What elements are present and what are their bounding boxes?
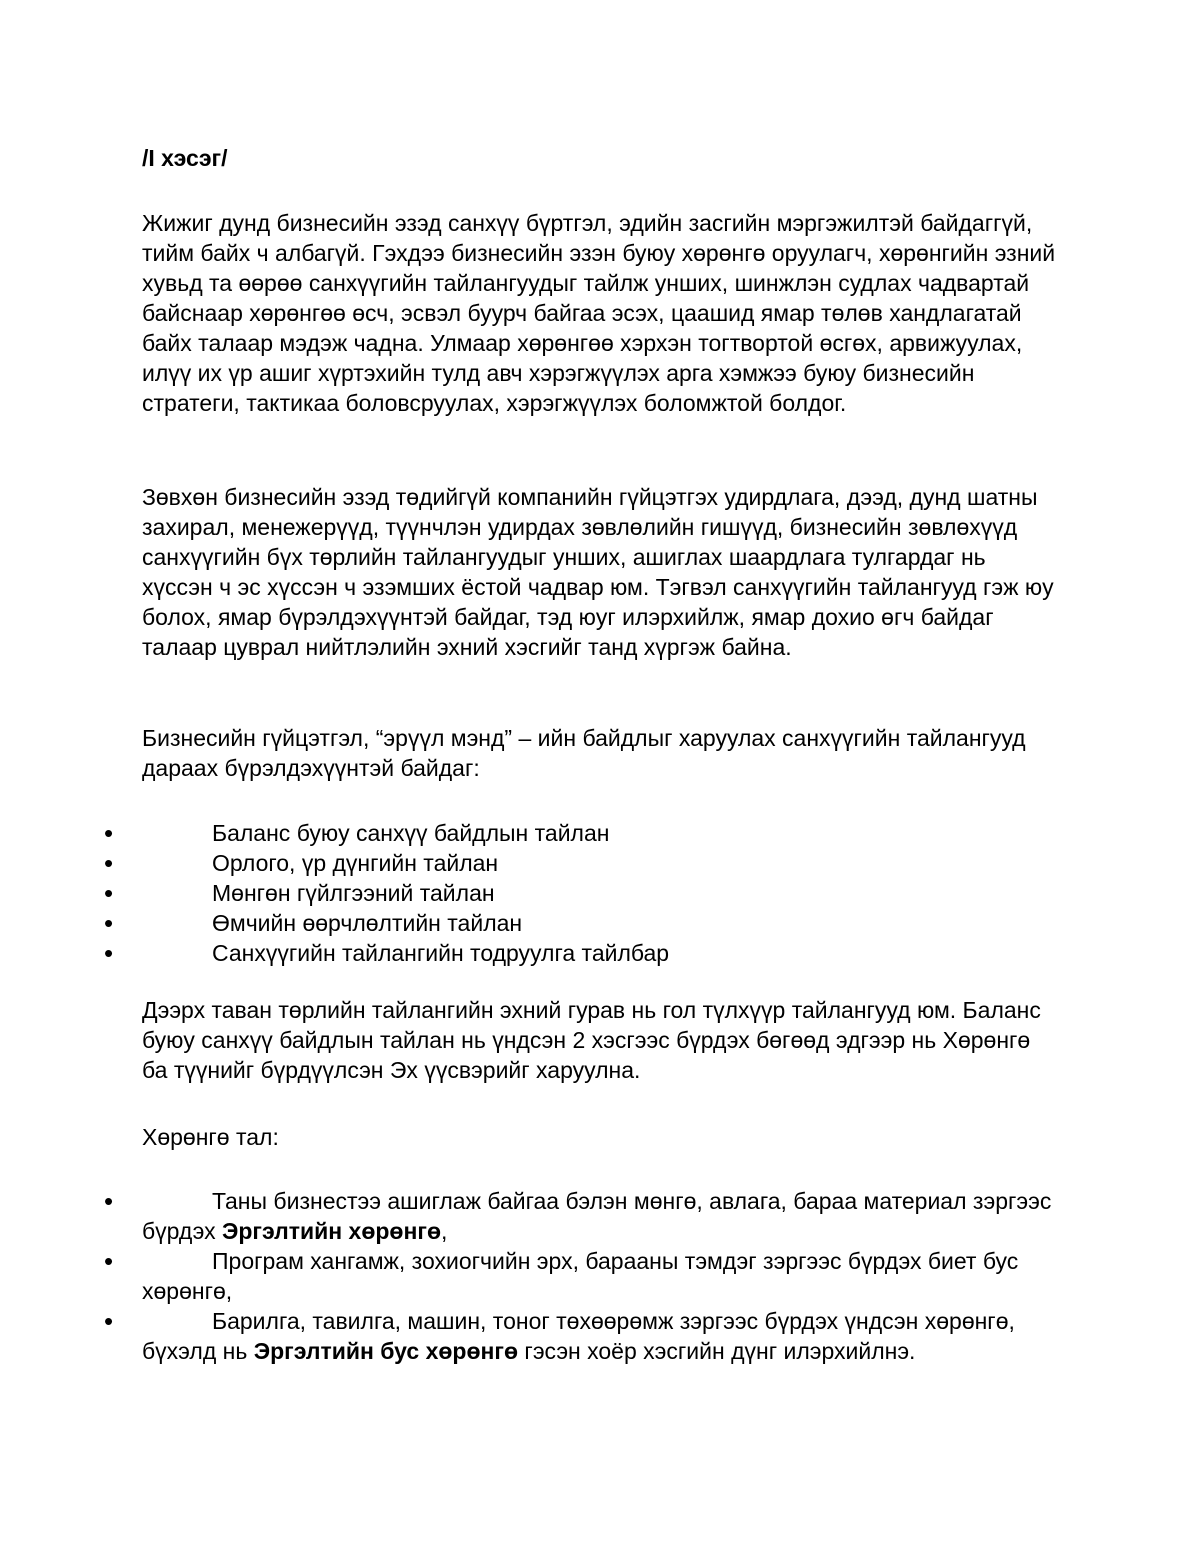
bullet-icon: • <box>104 878 114 908</box>
assets-list <box>0 1186 1100 1366</box>
bullet-icon: • <box>104 938 114 968</box>
reports-list <box>0 818 1100 968</box>
bullet-icon: • <box>104 1306 114 1336</box>
paragraph-assets-label: Хөрөнгө тал: <box>142 1124 279 1150</box>
paragraph-audience: Зөвхөн бизнесийн эзэд төдийгүй компанийн гүйцэтгэх удирдлага, дээд, дунд шатны захирал, менежерүүд, түүнчлэн удирдах зөвлөлийн гишүүд, бизнесийн зөвлөхүүд санхүүгийн бүх төрлийн тайлангуудыг унших, ашиглах шаардлага тулгардаг нь хүссэн ч эс хүссэн ч эзэмших ёстой чадвар юм. Тэгвэл санхүүгийн тайлангууд гэж юу болох, ямар бүрэлдэхүүнтэй байдаг, тэд юуг илэрхийлж, ямар дохио өгч байдаг талаар цуврал нийтлэлийн эхний хэсгийг танд хүргэж байна. <box>142 484 1054 660</box>
list-item <box>0 878 1100 908</box>
bullet-icon: • <box>104 818 114 848</box>
list-item <box>0 938 1100 968</box>
list-item-text: Баланс буюу санхүү байдлын тайлан <box>212 820 610 846</box>
list-item-text: Мөнгөн гүйлгээний тайлан <box>212 880 495 906</box>
list-item <box>0 908 1100 938</box>
list-item-text: Санхүүгийн тайлангийн тодруулга тайлбар <box>212 940 670 966</box>
list-item <box>0 1246 1062 1306</box>
list-item <box>0 848 1100 878</box>
list-item-text-after: , <box>441 1218 448 1244</box>
list-item-bold-term: Эргэлтийн бус хөрөнгө <box>253 1338 519 1364</box>
bullet-icon: • <box>104 908 114 938</box>
bullet-icon: • <box>104 1186 114 1216</box>
list-item <box>0 818 1100 848</box>
list-item-text: Өмчийн өөрчлөлтийн тайлан <box>212 910 523 936</box>
list-item-text: Таны бизнестээ ашиглаж байгаа бэлэн мөнгө, авлага, бараа материал зэргээс бүрдэх <box>142 1188 1052 1244</box>
paragraph-key-reports: Дээрх таван төрлийн тайлангийн эхний гурав нь гол түлхүүр тайлангууд юм. Баланс буюу санхүү байдлын тайлан нь үндсэн 2 хэсгээс бүрдэх бөгөөд эдгээр нь Хөрөнгө ба түүнийг бүрдүүлсэн Эх үүсвэрийг харуулна. <box>142 997 1041 1083</box>
section-heading: /I хэсэг/ <box>142 145 228 171</box>
bullet-icon: • <box>104 1246 114 1276</box>
list-item-text-after: гэсэн хоёр хэсгийн дүнг илэрхийлнэ. <box>518 1338 916 1364</box>
list-item-text: Програм хангамж, зохиогчийн эрх, барааны тэмдэг зэргээс бүрдэх биет бус хөрөнгө, <box>142 1248 1019 1304</box>
paragraph-intro: Жижиг дунд бизнесийн эзэд санхүү бүртгэл, эдийн засгийн мэргэжилтэй байдаггүй, тийм байх ч албагүй. Гэхдээ бизнесийн эзэн буюу хөрөнгө оруулагч, хөрөнгийн эзний хувьд та өөрөө санхүүгийн тайлангуудыг тайлж унших, шинжлэн судлах чадвартай байснаар хөрөнгөө өсч, эсвэл буурч байгаа эсэх, цаашид ямар төлөв хандлагатай байх талаар мэдэж чадна. Улмаар хөрөнгөө хэрхэн тогтвортой өсгөх, арвижуулах, илүү их үр ашиг хүртэхийн тулд авч хэрэгжүүлэх арга хэмжээ буюу бизнесийн стратеги, тактикаа боловсруулах, хэрэгжүүлэх боломжтой болдог. <box>142 210 1056 416</box>
list-item-text: Орлого, үр дүнгийн тайлан <box>212 850 499 876</box>
list-item <box>0 1186 1062 1246</box>
bullet-icon: • <box>104 848 114 878</box>
list-item <box>0 1306 1062 1366</box>
paragraph-components-intro: Бизнесийн гүйцэтгэл, “эрүүл мэнд” – ийн байдлыг харуулах санхүүгийн тайлангууд дараах бүрэлдэхүүнтэй байдаг: <box>142 725 1026 781</box>
list-item-bold-term: Эргэлтийн хөрөнгө <box>221 1218 442 1244</box>
list-item-text: Барилга, тавилга, машин, тоног төхөөрөмж зэргээс бүрдэх үндсэн хөрөнгө, бүхэлд нь <box>142 1308 1015 1364</box>
